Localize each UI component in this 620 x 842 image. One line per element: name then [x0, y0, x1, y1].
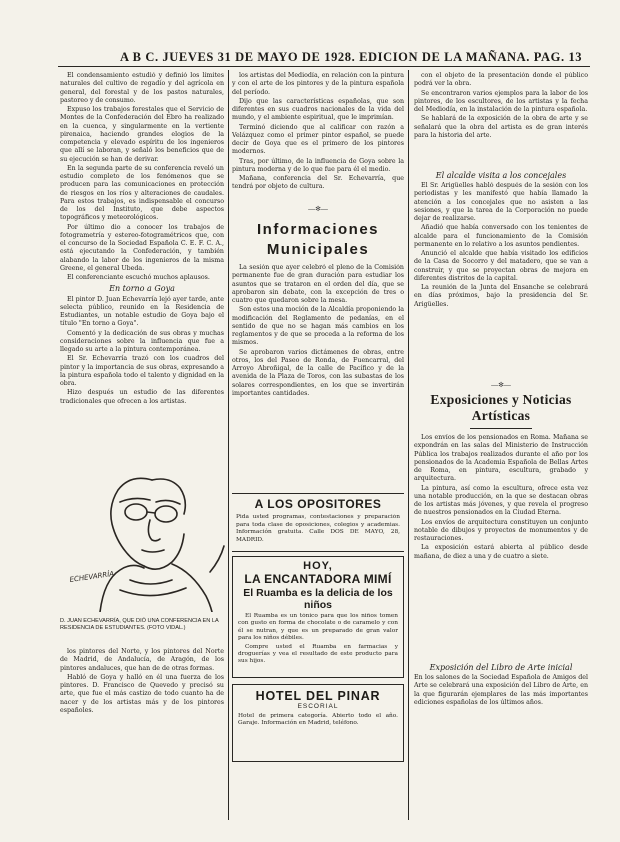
- col1b-paragraph: Habló de Goya y halló en él una fuerza de los pintores. D. Francisco de Quevedo y precisó su arte, que fue el más castizo de todo cuanto ha de nacer y de los artistas más y de los pintores españoles.: [60, 673, 224, 714]
- ad-hoy: HOY,: [303, 560, 333, 572]
- portrait-sketch: [60, 462, 236, 612]
- page-header: A B C. JUEVES 31 DE MAYO DE 1928. EDICION DE LA MAÑANA. PAG. 13: [120, 50, 583, 64]
- col3-paragraph: con el objeto de la presentación donde el público podrá ver la obra.: [414, 72, 588, 88]
- hotel-title: HOTEL DEL PINAR: [255, 689, 381, 703]
- hotel-text: Hotel de primera categoría. Abierto todo el año. Garaje. Información en Madrid, teléfono.: [238, 713, 398, 727]
- col1-paragraph: Hizo después un estudio de las diferentes tradicionales que ofrecen a los artistas.: [60, 389, 224, 405]
- goya-subhead: En torno a Goya: [109, 284, 175, 294]
- opositores-bottom-rule: [232, 551, 404, 552]
- column-3-alcalde: [414, 182, 588, 378]
- col1-paragraph: El condensamiento estudió y definió los límites naturales del cultivo de regadío y del agrícola en general, del forestal y de los pastos naturales, pastoreo y de consumo.: [60, 72, 224, 104]
- ad-title-2: El Ruamba es la delicia de los niños: [243, 587, 393, 611]
- col1-paragraph: El Sr. Echevarría trazó con los cuadros del pintor y la importancia de sus obras, expresando a la pintura española todo el talento y dignidad en la obra.: [60, 355, 224, 387]
- column-3-libro: En los salones de la Sociedad Española de Amigos del Arte se celebrará una exposición del Libro de Arte, en la que figurarán ejemplares de las más importantes ediciones españolas de los últimos años.: [414, 674, 588, 706]
- expo-paragraph: Los envíos de arquitectura constituyen un conjunto notable de dibujos y proyectos de monumentos y de restauraciones.: [414, 518, 588, 542]
- column-3-top: [414, 72, 588, 164]
- col1-paragraph: Por último dio a conocer los trabajos de fotogrametría y estereo-fotogramétricos que, con el concurso de la Sociedad Española C. E. F. C. A., está ejecutando la Confederación, y también alabando la labor de los ingenieros de la misma Greene, el general Ubeda.: [60, 223, 224, 272]
- expo-paragraph: Los envíos de los pensionados en Roma. Mañana se expondrán en las salas del Ministerio de Instrucción Pública los trabajos realizados durante el año por los pensionados de la Academia Española de Bellas Artes de Roma, en pintura, escultura, grabado y arquitectura.: [414, 434, 588, 483]
- portrait-caption: D. JUAN ECHEVARRÍA, QUE DIÓ UNA CONFERENCIA EN LA RESIDENCIA DE ESTUDIANTES. (FOTO VIDAL.): [60, 618, 219, 631]
- hotel-ad-box: [232, 684, 404, 762]
- alcalde-paragraph: Añadió que había conversado con los tenientes de alcalde para el funcionamiento de la Comisión permanente en lo relativo a los asuntos pendientes.: [414, 224, 588, 248]
- libro-subhead: Exposición del Libro de Arte inicial: [429, 663, 573, 672]
- ad-paragraph: Compre usted el Ruamba en farmacias y droguerías y vea el resultado de este producto para sus hijos.: [238, 643, 398, 665]
- col3-paragraph: Se encontraron varios ejemplos para la labor de los pintores, de los escultores, de los artistas y la fecha del Mediodía, en la instalación de la pintura española.: [414, 89, 588, 113]
- col3-paragraph: Se hablará de la exposición de la obra de arte y se señalará que la obra del artista es de gran interés para la historia del arte.: [414, 115, 588, 139]
- opositores-top-rule: [232, 493, 404, 494]
- header-rule: [58, 66, 590, 67]
- exposiciones-rule: [470, 428, 532, 429]
- exposiciones-headline: Exposiciones y Noticias Artísticas: [430, 392, 572, 423]
- muni-paragraph: Son estos una moción de la Alcaldía proponiendo la modificación del Reglamento de pedanías, en el sentido de que no se hagan más cambios en los reglamentos y de que se proceda a la reforma de los mismos.: [232, 306, 404, 347]
- col1-paragraph: El pintor D. Juan Echevarría lejó ayer tarde, ante selecta público, reunido en la Residencia de Estudiantes, un notable estudio de Goya bajo el título "En torno a Goya".: [60, 295, 224, 328]
- alcalde-subhead: El alcalde visita a los concejales: [435, 171, 567, 180]
- alcalde-paragraph: Anunció el alcalde que había visitado los edificios de la Casa de Socorro y del matadero, que se van a construir, y que se proyectan obras de mejora en diferentes distritos de la capital.: [414, 250, 588, 282]
- col2-note: Mañana, conferencia del Sr. Echevarría, que tendrá por objeto de cultura.: [232, 175, 404, 191]
- opositores-text: Pida usted programas, contestaciones y preparación para toda clase de oposiciones, colegios y academias. Información gratuita. Calle DOS DE MAYO, 28, MADRID.: [236, 514, 400, 543]
- col1-paragraph: Comentó y la dedicación de sus obras y muchas consideraciones sobre la influencia que fue a llegado su arte a la pintura contemporánea.: [60, 329, 224, 353]
- portrait-signature: [69, 569, 115, 584]
- opositores-headline: A LOS OPOSITORES: [254, 497, 382, 511]
- ad-body: [238, 613, 398, 665]
- ornament-divider: ―✻―: [308, 205, 328, 213]
- municipal-body: [232, 264, 404, 488]
- col2-paragraph: Dijo que las características españolas, que son diferentes en sus cuadros nacionales de la vida del mundo, y el ambiente espiritual, que le imprimían.: [232, 97, 404, 122]
- muni-paragraph: La sesión que ayer celebró el pleno de la Comisión permanente fue de gran duración para estudiar los asuntos que se trataron en el orden del día, que se aprobaron sin debate, con la excepción de tres o cuatro que quedaron sobre la mesa.: [232, 264, 404, 304]
- ad-title: LA ENCANTADORA MIMÍ: [244, 572, 392, 586]
- ornament-divider-2: ―✻―: [491, 381, 511, 389]
- column-divider-right: [408, 70, 409, 820]
- expo-paragraph: La pintura, así como la escultura, ofrece esta vez una notable producción, en la que se destacan obras de los artistas más jóvenes, y que revela el progreso de nuestros pensionados en la Ciudad Eterna.: [414, 484, 588, 517]
- col1-paragraph: Expuso los trabajos forestales que el Servicio de Montes de la Confederación del Ebro ha realizado en la cuenca, y singularmente en la vertiente pirenaica, haciendo grandes elogios de la competencia y elevado espíritu de los ingenieros que allí se laboran, y señaló los beneficios que de su ejecución se han de derivar.: [60, 106, 224, 163]
- alcalde-paragraph: El Sr. Arigüelles habló después de la sesión con los periodistas y les manifestó que había llamado la atención a los concejales que no asisten a las sesiones, y que la tarea de la Corporación no puede dejar de realizarse.: [414, 182, 588, 222]
- column-divider-left: [228, 70, 229, 820]
- col1-paragraph: El conferenciante escuchó muchos aplausos.: [67, 274, 210, 281]
- col1b-paragraph: los pintores del Norte, y los pintores del Norte de Madrid, de Andalucía, de Aragón, de los pintores andaluces, que han de de otras formas.: [60, 648, 224, 672]
- muni-paragraph: Se aprobaron varios dictámenes de obras, entre otros, los del Paseo de Ronda, de Fuencarral, del Arroyo Abroñigal, de la calle de Pacífico y de la avenida de la Plaza de Toros, con las subastas de los solares correspondientes, en los que se invertirán importantes cantidades.: [232, 348, 404, 397]
- encantadora-ad-box: [232, 556, 404, 678]
- alcalde-paragraph: La reunión de la Junta del Ensanche se celebrará en días próximos, bajo la presidencia del Sr. Arigüelles.: [414, 284, 588, 308]
- column-1-bottom: [60, 648, 224, 824]
- column-3-expo: [414, 434, 588, 656]
- svg-text:ECHEVARRÍA: ECHEVARRÍA: [69, 569, 115, 584]
- col2-paragraph: los artistas del Mediodía, en relación con la pintura y con el arte de los pintores y de la pintura española del período.: [232, 72, 404, 96]
- column-1-top: [60, 72, 224, 460]
- column-2: [232, 72, 404, 200]
- municipal-headline: Informaciones Municipales: [256, 221, 380, 258]
- col2-paragraph: Terminó diciendo que al calificar con razón a Velázquez como el primer pintor español, se puede decir de Goya que es el primero de los pintores modernos.: [232, 123, 404, 156]
- expo-paragraph: La exposición estará abierta al público desde mañana, de diez a una y de cuatro a siete.: [414, 544, 588, 560]
- hotel-subtitle: ESCORIAL: [297, 703, 339, 710]
- col1-paragraph: En la segunda parte de su conferencia reveló un estudio completo de los fenómenos que se producen para las comunicaciones en protección de riesgos en los ríos y alteraciones de caudales. Para estos trabajos, es indispensable el concurso de los del Instituto, que debe aspectos topográficos y meteorológicos.: [60, 164, 224, 222]
- ad-paragraph: El Ruamba es un tónico para que los niños tomen con gusto en forma de chocolate o de caramelo y con él se nutran, y que es un preparado de gran valor para los niños débiles.: [238, 613, 398, 642]
- col2-paragraph: Tras, por último, de la influencia de Goya sobre la pintura moderna y de lo que fue para él el medio.: [232, 157, 404, 173]
